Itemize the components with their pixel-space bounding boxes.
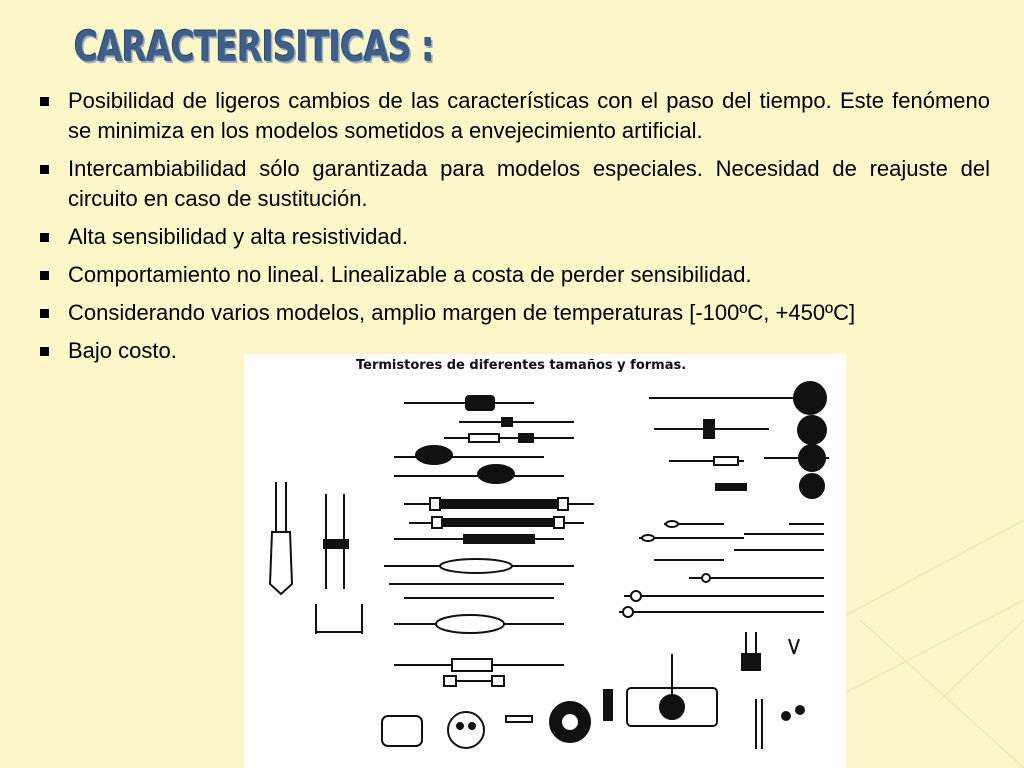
square-bullet-icon <box>40 233 49 242</box>
square-bullet-icon <box>40 165 49 174</box>
bullet-item <box>40 260 990 290</box>
bullet-text: Intercambiabilidad sólo garantizada para modelos especiales. Necesidad de reajuste del circuito en caso de sustitución. <box>68 156 990 211</box>
bullet-text: Alta sensibilidad y alta resistividad. <box>68 224 408 249</box>
thermistor-figure <box>244 354 846 768</box>
bullet-item <box>40 86 990 146</box>
thermistor-drawings <box>244 354 846 768</box>
figure-caption: Termistores de diferentes tamaños y formas. <box>356 358 687 373</box>
bullet-text: Comportamiento no lineal. Linealizable a costa de perder sensibilidad. <box>68 262 752 287</box>
bullet-list <box>40 86 990 374</box>
bullet-text: Considerando varios modelos, amplio margen de temperaturas [-100ºC, +450ºC] <box>68 300 856 325</box>
slide-title: CARACTERISITICAS : <box>74 22 434 71</box>
bullet-text: Bajo costo. <box>68 338 177 363</box>
bullet-item <box>40 222 990 252</box>
square-bullet-icon <box>40 271 49 280</box>
square-bullet-icon <box>40 97 49 106</box>
bullet-text: Posibilidad de ligeros cambios de las características con el paso del tiempo. Este fenómeno se minimiza en los modelos sometidos a envejecimiento artificial. <box>68 88 990 143</box>
square-bullet-icon <box>40 347 49 356</box>
bullet-item <box>40 154 990 214</box>
bullet-item <box>40 298 990 328</box>
square-bullet-icon <box>40 309 49 318</box>
